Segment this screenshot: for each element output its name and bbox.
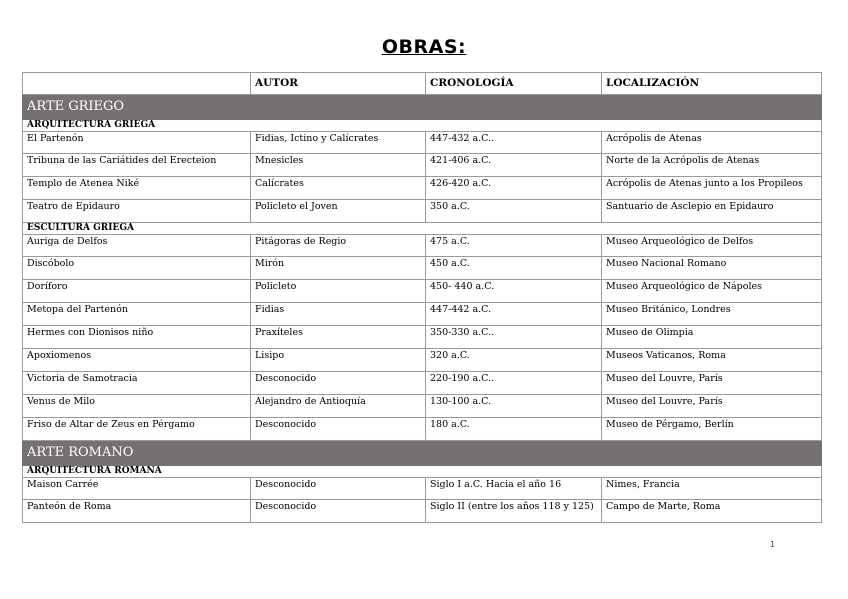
table-row xyxy=(23,418,822,441)
cell-location: Museo de Olimpia xyxy=(602,326,822,349)
cell-chronology: 450 a.C. xyxy=(426,257,602,280)
cell-chronology: 421-406 a.C. xyxy=(426,154,602,177)
cell-chronology: Siglo I a.C. Hacia el año 16 xyxy=(426,478,602,500)
table-row xyxy=(23,500,822,523)
cell-author: Pitágoras de Regio xyxy=(251,235,426,257)
table-body xyxy=(23,95,822,523)
table-row xyxy=(23,372,822,395)
cell-location: Museo Nacional Romano xyxy=(602,257,822,280)
cell-name: Venus de Milo xyxy=(23,395,251,418)
cell-name: Metopa del Partenón xyxy=(23,303,251,326)
section-row xyxy=(23,95,822,120)
cell-location: Museos Vaticanos, Roma xyxy=(602,349,822,372)
header-cell-name xyxy=(23,73,251,95)
table-row xyxy=(23,395,822,418)
works-table xyxy=(22,72,822,523)
cell-name: Victoria de Samotracia xyxy=(23,372,251,395)
cell-chronology: 180 a.C. xyxy=(426,418,602,441)
cell-name: Apoxiomenos xyxy=(23,349,251,372)
cell-location: Museo del Louvre, París xyxy=(602,372,822,395)
cell-author: Mnesicles xyxy=(251,154,426,177)
cell-author: Desconocido xyxy=(251,478,426,500)
cell-chronology: Siglo II (entre los años 118 y 125) xyxy=(426,500,602,523)
cell-author: Desconocido xyxy=(251,372,426,395)
cell-author: Desconocido xyxy=(251,418,426,441)
table-row xyxy=(23,257,822,280)
header-cell-location: LOCALIZACIÓN xyxy=(602,73,822,95)
cell-name: Friso de Altar de Zeus en Pérgamo xyxy=(23,418,251,441)
cell-location: Museo Arqueológico de Nápoles xyxy=(602,280,822,303)
cell-chronology: 426-420 a.C. xyxy=(426,177,602,200)
cell-name: Discóbolo xyxy=(23,257,251,280)
cell-location: Santuario de Asclepio en Epidauro xyxy=(602,200,822,223)
subsection-row xyxy=(23,120,822,132)
cell-name: El Partenón xyxy=(23,132,251,154)
subsection-title: ARQUITECTURA GRIEGA xyxy=(23,120,822,132)
table-row xyxy=(23,177,822,200)
cell-author: Fidias xyxy=(251,303,426,326)
section-row xyxy=(23,441,822,466)
cell-location: Campo de Marte, Roma xyxy=(602,500,822,523)
cell-name: Templo de Atenea Niké xyxy=(23,177,251,200)
cell-name: Tribuna de las Cariátides del Erecteion xyxy=(23,154,251,177)
section-title: ARTE GRIEGO xyxy=(23,95,822,120)
cell-location: Museo Arqueológico de Delfos xyxy=(602,235,822,257)
page-title: OBRAS: xyxy=(381,36,467,58)
table-row xyxy=(23,349,822,372)
subsection-row xyxy=(23,466,822,478)
table-row xyxy=(23,280,822,303)
subsection-row xyxy=(23,223,822,235)
cell-name: Doríforo xyxy=(23,280,251,303)
cell-chronology: 350 a.C. xyxy=(426,200,602,223)
cell-name: Hermes con Dionisos niño xyxy=(23,326,251,349)
page-number: 1 xyxy=(770,540,776,549)
table-header-row xyxy=(23,73,822,95)
section-title: ARTE ROMANO xyxy=(23,441,822,466)
table-row xyxy=(23,303,822,326)
table-row xyxy=(23,132,822,154)
cell-name: Teatro de Epidauro xyxy=(23,200,251,223)
cell-chronology: 130-100 a.C. xyxy=(426,395,602,418)
subsection-title: ARQUITECTURA ROMANA xyxy=(23,466,822,478)
cell-chronology: 220-190 a.C.. xyxy=(426,372,602,395)
cell-author: Desconocido xyxy=(251,500,426,523)
table-row xyxy=(23,235,822,257)
cell-author: Policleto el Joven xyxy=(251,200,426,223)
cell-author: Lisipo xyxy=(251,349,426,372)
cell-author: Alejandro de Antioquía xyxy=(251,395,426,418)
cell-author: Mirón xyxy=(251,257,426,280)
cell-name: Panteón de Roma xyxy=(23,500,251,523)
cell-location: Museo del Louvre, París xyxy=(602,395,822,418)
cell-author: Fidias, Ictino y Calícrates xyxy=(251,132,426,154)
subsection-title: ESCULTURA GRIEGA xyxy=(23,223,822,235)
table-row xyxy=(23,326,822,349)
table-row xyxy=(23,200,822,223)
cell-author: Calícrates xyxy=(251,177,426,200)
cell-name: Maison Carrée xyxy=(23,478,251,500)
cell-chronology: 475 a.C. xyxy=(426,235,602,257)
cell-chronology: 320 a.C. xyxy=(426,349,602,372)
cell-location: Norte de la Acrópolis de Atenas xyxy=(602,154,822,177)
header-cell-author: AUTOR xyxy=(251,73,426,95)
cell-chronology: 447-432 a.C.. xyxy=(426,132,602,154)
table-row xyxy=(23,154,822,177)
table-row xyxy=(23,478,822,500)
cell-author: Policleto xyxy=(251,280,426,303)
cell-location: Acrópolis de Atenas xyxy=(602,132,822,154)
cell-location: Acrópolis de Atenas junto a los Propileos xyxy=(602,177,822,200)
cell-author: Praxíteles xyxy=(251,326,426,349)
cell-chronology: 447-442 a.C. xyxy=(426,303,602,326)
cell-location: Museo Británico, Londres xyxy=(602,303,822,326)
cell-name: Auriga de Delfos xyxy=(23,235,251,257)
cell-location: Nimes, Francia xyxy=(602,478,822,500)
header-cell-chronology: CRONOLOGÍA xyxy=(426,73,602,95)
cell-chronology: 450- 440 a.C. xyxy=(426,280,602,303)
cell-location: Museo de Pérgamo, Berlín xyxy=(602,418,822,441)
cell-chronology: 350-330 a.C.. xyxy=(426,326,602,349)
